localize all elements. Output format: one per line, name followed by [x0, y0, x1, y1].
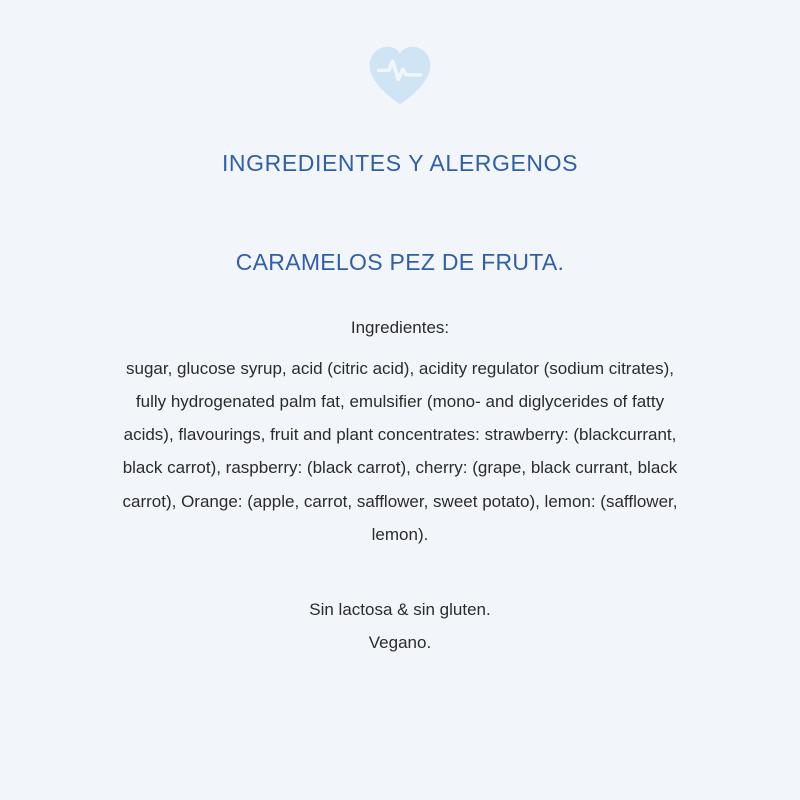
- ingredients-label: Ingredientes:: [350, 318, 450, 337]
- heart-pulse-icon: [364, 40, 436, 112]
- ingredients-text: sugar, glucose syrup, acid (citric acid), acidity regulator (sodium citrates), fully hydrogenated palm fat, emulsifier (mono- and diglycerides of fatty acids), flavourings, fruit and plant concentrates: strawberry: (blackcurrant, black carrot), raspberry: (black carrot), cherry: (grape, black currant, black carrot), Orange: (apple, carrot, safflower, sweet potato), lemon: (safflower, lemon).: [122, 359, 678, 544]
- page-title: INGREDIENTES Y ALERGENOS: [221, 150, 579, 176]
- product-title: CARAMELOS PEZ DE FRUTA.: [235, 249, 565, 275]
- dietary-note-line-2: Vegano.: [368, 632, 432, 652]
- dietary-note-line-1: Sin lactosa & sin gluten.: [309, 599, 491, 619]
- dietary-note: [309, 593, 490, 659]
